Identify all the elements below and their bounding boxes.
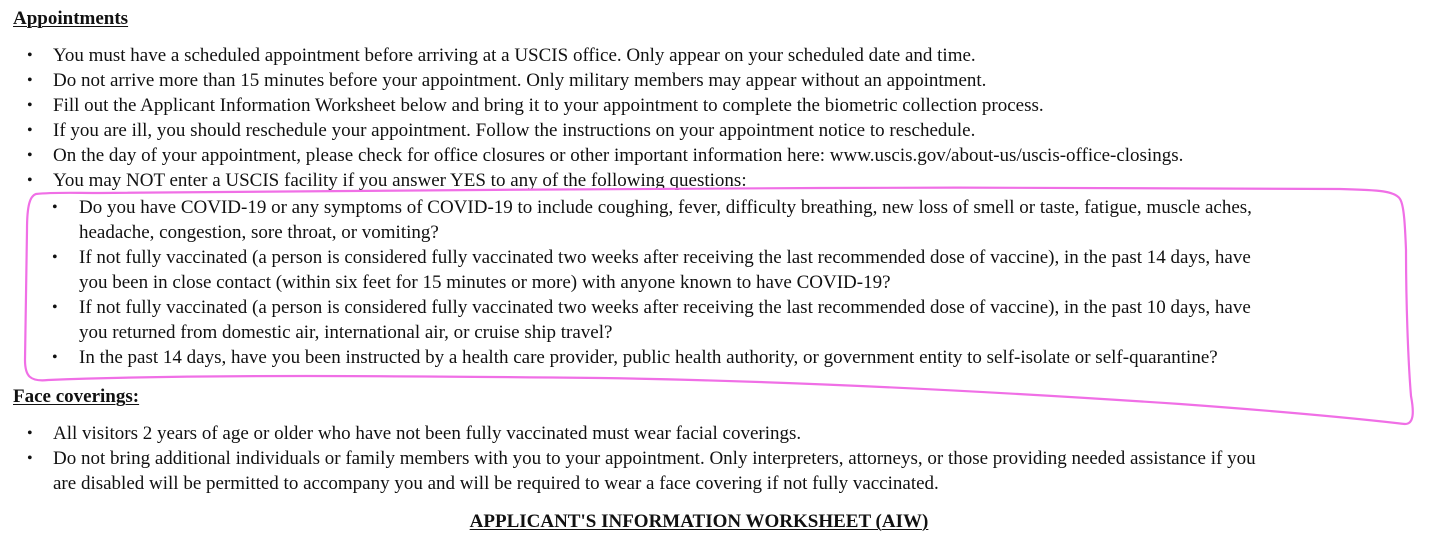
bullet: • (52, 299, 58, 316)
list-item: Do not arrive more than 15 minutes before your appointment. Only military members may appear without an appointment. (53, 70, 987, 91)
question-line: you returned from domestic air, international air, or cruise ship travel? (79, 322, 613, 343)
section-heading-face-coverings: Face coverings: (13, 386, 140, 407)
bullet: • (52, 249, 58, 266)
bullet: • (27, 147, 33, 164)
question-line: In the past 14 days, have you been instructed by a health care provider, public health authority, or government entity to self-isolate or self-quarantine? (79, 347, 1218, 368)
list-item: On the day of your appointment, please check for office closures or other important information here: www.uscis.gov/about-us/uscis-office-closings. (53, 145, 1184, 166)
list-item: Do not bring additional individuals or family members with you to your appointment. Only interpreters, attorneys, or those providing needed assistance if you (53, 448, 1256, 469)
question-line: you been in close contact (within six feet for 15 minutes or more) with anyone known to have COVID-19? (79, 272, 891, 293)
bullet: • (27, 72, 33, 89)
question-line: Do you have COVID-19 or any symptoms of COVID-19 to include coughing, fever, difficulty breathing, new loss of smell or taste, fatigue, muscle aches, (79, 197, 1252, 218)
question-line: If not fully vaccinated (a person is considered fully vaccinated two weeks after receiving the last recommended dose of vaccine), in the past 10 days, have (79, 297, 1251, 318)
worksheet-title: APPLICANT'S INFORMATION WORKSHEET (AIW) (469, 511, 929, 532)
list-item: All visitors 2 years of age or older who have not been fully vaccinated must wear facial coverings. (53, 423, 802, 444)
list-item: are disabled will be permitted to accompany you and will be required to wear a face covering if not fully vaccinated. (53, 473, 939, 494)
bullet: • (52, 199, 58, 216)
bullet: • (27, 450, 33, 467)
bullet: • (27, 47, 33, 64)
bullet: • (27, 172, 33, 189)
bullet: • (27, 97, 33, 114)
section-heading-appointments: Appointments (13, 8, 129, 29)
bullet: • (52, 349, 58, 366)
list-item: Fill out the Applicant Information Worksheet below and bring it to your appointment to complete the biometric collection process. (53, 95, 1044, 116)
list-item: You must have a scheduled appointment before arriving at a USCIS office. Only appear on your scheduled date and time. (53, 45, 976, 66)
bullet: • (27, 425, 33, 442)
question-line: If not fully vaccinated (a person is considered fully vaccinated two weeks after receiving the last recommended dose of vaccine), in the past 14 days, have (79, 247, 1251, 268)
list-item: If you are ill, you should reschedule your appointment. Follow the instructions on your appointment notice to reschedule. (53, 120, 976, 141)
list-item: You may NOT enter a USCIS facility if you answer YES to any of the following questions: (53, 170, 747, 191)
bullet: • (27, 122, 33, 139)
question-line: headache, congestion, sore throat, or vomiting? (79, 222, 439, 243)
